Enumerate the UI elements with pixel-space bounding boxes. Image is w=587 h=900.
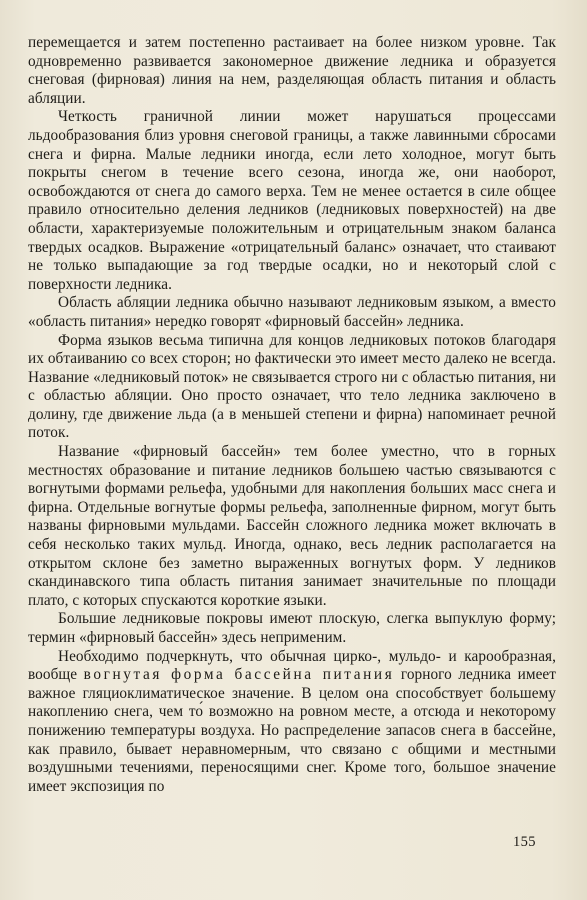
paragraph-basin-shape xyxy=(28,648,556,797)
basin-shape-text-end: горного ледника имеет важное гляциоклиматическое значение. В целом она способствует большему накоплению снега, чем то́ возможно на ровном месте, а отсюда и некоторому понижению температуры воздуха. Но распределение запасов снега в бассейне, как правило, бывает неравномерным, что связано с общими и местными воздушными течениями, переносящими снег. Кроме того, большое значение имеет экспозиция по xyxy=(28,666,557,795)
paragraph-ice-sheets: Большие ледниковые покровы имеют плоскую, слегка выпуклую форму; термин «фирновый бассейн» здесь неприменим. xyxy=(28,610,556,646)
page-number: 155 xyxy=(513,834,536,850)
paragraph-firn-basin: Название «фирновый бассейн» тем более уместно, что в горных местностях образование и питание ледников большею частью связываются с вогнутыми формами рельефа, удобными для накопления больших масс снега и фирна. Отдельные вогнутые формы рельефа, заполненные фирном, могут быть названы фирновыми мульдами. Бассейн сложного ледника может включать в себя несколько таких мульд. Иногда, однако, весь ледник располагается на открытом склоне без заметно выраженных вогнутых форм. У ледников скандинавского типа область питания занимает значительные по площади плато, с которых спускаются короткие языки. xyxy=(28,443,556,609)
paragraph-boundary-clarity: Четкость граничной линии может нарушаться процессами льдообразования близ уровня снеговой границы, а также лавинными сбросами снега и фирна. Малые ледники иногда, если лето холодное, могут быть покрыты снегом в течение всего сезона, иногда же, они наоборот, освобождаются от снега до самого верха. Тем не менее остается в силе общее правило относительно деления ледников (ледниковых поверхностей) на две области, характеризуемые положительным и отрицательным знаком баланса твердых осадков. Выражение «отрицательный баланс» означает, что стаивают не только выпадающие за год твердые осадки, но и некоторый слой с поверхности ледника. xyxy=(28,108,556,293)
body-text xyxy=(28,34,556,796)
paragraph-continuation: перемещается и затем постепенно растаивает на более низком уровне. Так одновременно развивается закономерное движение ледника и образуется снеговая (фирновая) линия на нем, разделяющая область питания и область абляции. xyxy=(28,34,556,107)
paragraph-tongue-form: Форма языков весьма типична для концов ледниковых потоков благодаря их обтаиванию со всех сторон; но фактически это имеет место далеко не всегда. Название «ледниковый поток» не связывается строго ни с областью питания, ни с областью абляции. Оно просто означает, что тело ледника заключено в долину, где движение льда (а в меньшей степени и фирна) напоминает речной поток. xyxy=(28,331,556,442)
paragraph-ablation-area: Область абляции ледника обычно называют ледниковым языком, а вместо «область питания» нередко говорят «фирновый бассейн» ледника. xyxy=(28,294,556,330)
basin-shape-emphasis: вогнутая форма бассейна питания xyxy=(83,666,395,684)
basin-shape-text-start: Необходимо подчеркнуть, что обычная цирко-, мульдо- и карообразная, вообще xyxy=(28,647,556,684)
